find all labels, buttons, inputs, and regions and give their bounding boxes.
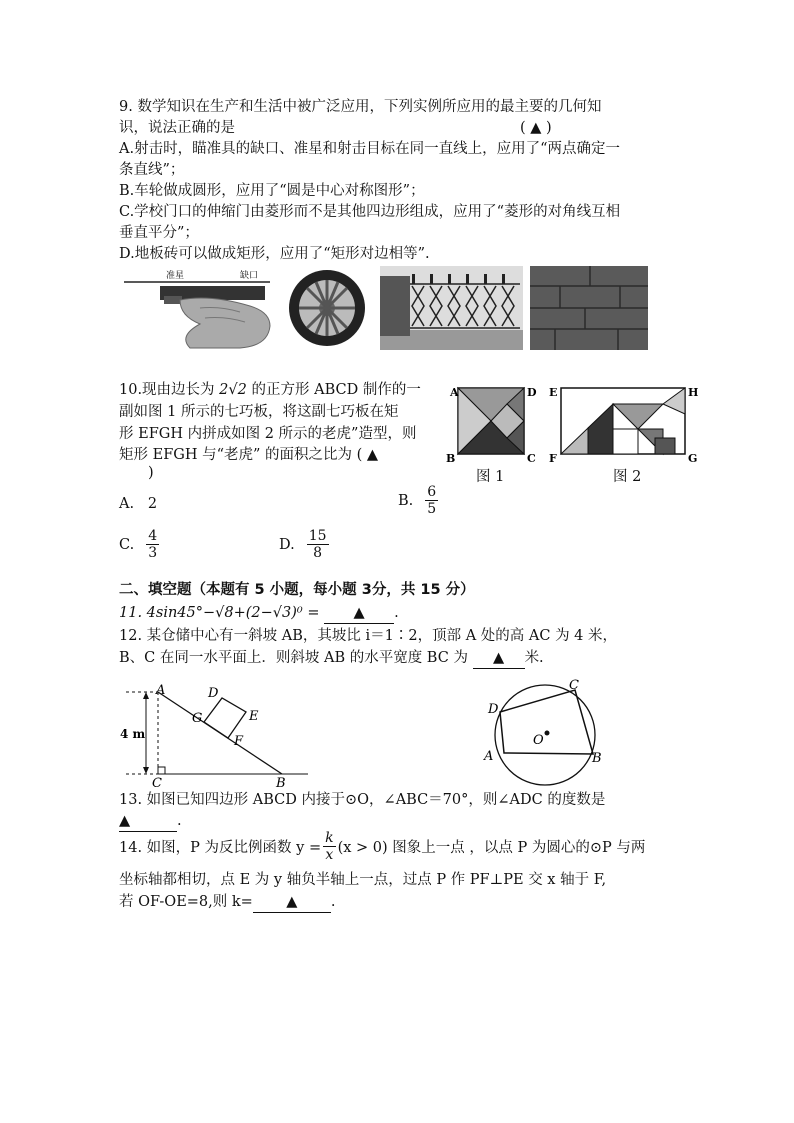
fig1-vertex-d: D <box>527 386 537 399</box>
q10-side-length: 2√2 <box>219 382 247 398</box>
q10-option-b-den: 5 <box>427 501 437 517</box>
q13-line1: 13. 如图已知四边形 ABCD 内接于⊙O，∠ABC＝70°，则∠ADC 的度数是 <box>119 792 606 808</box>
q10-option-c-label: C. <box>119 536 135 553</box>
q14-line3-pre: 若 OF-OE=8,则 k= <box>119 894 253 910</box>
q10-line3: 形 EFGH 内拼成如图 2 所示的老虎”造型，则 <box>119 426 417 442</box>
slope-vertex-a: A <box>156 683 166 698</box>
q10-option-a <box>119 494 157 514</box>
tangram-figure-2 <box>543 384 703 464</box>
tangram-figure-1 <box>440 384 540 464</box>
q14-end: . <box>330 894 336 910</box>
q9-answer-slot: ( ▲ ) <box>520 120 552 136</box>
q10-option-d-label: D. <box>279 536 295 553</box>
q14-fraction <box>323 830 335 863</box>
slope-vertex-d: D <box>208 686 219 701</box>
q9-line1: 9. 数学知识在生产和生活中被广泛应用，下列实例所应用的最主要的几何知 <box>119 99 602 115</box>
floor-tiles-photo <box>530 266 648 350</box>
q10-line2: 副如图 1 所示的七巧板，将这副七巧板在矩 <box>119 404 399 420</box>
q13-answer-blank: ▲ <box>119 811 177 832</box>
q10-option-c-fraction <box>146 528 159 561</box>
rear-notch-label: 缺口 <box>240 271 259 281</box>
fig1-vertex-b: B <box>446 452 456 464</box>
slope-vertex-c: C <box>152 776 162 790</box>
q11-answer-blank: ▲ <box>324 603 394 624</box>
q9-option-b: B.车轮做成圆形，应用了“圆是中心对称图形”； <box>119 183 425 199</box>
q14-line1-post: (x > 0) 图象上一点 ，以点 P 为圆心的⊙P 与两 <box>337 840 646 856</box>
slope-vertex-g: G <box>192 711 203 726</box>
gun-sight-photo <box>120 266 275 350</box>
q10-option-c-num: 4 <box>148 528 158 544</box>
q14-frac-den: x <box>325 847 334 863</box>
q12-line2-post: 米. <box>524 650 544 666</box>
fig1-vertex-a: A <box>450 386 459 399</box>
circle-center-o: O <box>533 733 544 748</box>
q10-option-b-fraction <box>425 484 438 517</box>
q10-option-d-num: 15 <box>308 528 327 544</box>
fig2-vertex-h: H <box>688 386 699 399</box>
circle-vertex-a: A <box>484 749 494 764</box>
q12-line1: 12. 某仓储中心有一斜坡 AB，其坡比 i＝1∶2，顶部 A 处的高 AC 为 4 米， <box>119 628 618 644</box>
circle-vertex-b: B <box>592 751 602 766</box>
q12-answer-blank: ▲ <box>473 648 525 669</box>
slope-vertex-f: F <box>234 734 244 749</box>
circle-vertex-c: C <box>569 678 579 693</box>
fig1-caption: 图 1 <box>476 469 505 485</box>
q9-option-a-line1: A.射击时，瞄准具的缺口、准星和射击目标在同一直线上，应用了“两点确定一 <box>119 141 620 157</box>
fig2-caption: 图 2 <box>613 469 642 485</box>
q10-option-b-label: B. <box>398 492 414 509</box>
wheel-photo <box>287 266 367 350</box>
q10-option-d-fraction <box>307 528 329 561</box>
q10-option-b-num: 6 <box>427 484 437 500</box>
q10-option-a-value: 2 <box>147 496 158 512</box>
q14-line2: 坐标轴都相切，点 E 为 y 轴负半轴上一点，过点 P 作 PF⊥PE 交 x 轴于 F, <box>119 872 607 888</box>
q10-option-c <box>119 528 159 561</box>
q14-frac-num: k <box>325 830 334 846</box>
inscribed-quadrilateral-figure <box>480 676 610 790</box>
fig2-vertex-e: E <box>549 386 558 399</box>
q11-expression: 11. 4sin45°−√8+(2−√3)⁰ = <box>119 605 320 621</box>
section-2-heading: 二、填空题（本题有 5 小题，每小题 3分，共 15 分） <box>119 582 475 598</box>
q10-line5: ) <box>148 465 154 481</box>
q11-end: . <box>394 605 399 621</box>
q10-line1-post: 的正方形 ABCD 制作的一 <box>246 382 421 398</box>
q14-answer-blank: ▲ <box>253 892 331 913</box>
slope-vertex-b: B <box>276 776 286 790</box>
q12-line2-pre: B、C 在同一水平面上．则斜坡 AB 的水平宽度 BC 为 <box>119 650 468 666</box>
q10-line1-pre: 10.现由边长为 <box>119 382 220 398</box>
slope-vertex-e: E <box>249 709 259 724</box>
q14-line1 <box>119 830 645 863</box>
q9-option-c-line2: 垂直平分”； <box>119 225 199 241</box>
fig2-vertex-f: F <box>549 452 557 464</box>
slope-height-label: 4 m <box>120 727 146 741</box>
front-sight-label: 准星 <box>166 271 185 281</box>
q14-line1-pre: 14. 如图，P 为反比例函数 y = <box>119 840 322 856</box>
q10-line1 <box>119 380 421 400</box>
expandable-gate-photo <box>380 266 523 350</box>
slope-figure <box>118 682 318 790</box>
q10-line4: 矩形 EFGH 与“老虎” 的面积之比为 ( ▲ <box>119 447 379 463</box>
q10-option-b <box>398 484 438 517</box>
q11 <box>119 603 399 624</box>
fig2-vertex-g: G <box>688 452 698 464</box>
q9-option-c-line1: C.学校门口的伸缩门由菱形而不是其他四边形组成，应用了“菱形的对角线互相 <box>119 204 621 220</box>
circle-vertex-d: D <box>488 702 499 717</box>
q9-option-a-line2: 条直线”； <box>119 162 185 178</box>
q10-option-d <box>279 528 329 561</box>
q14-line3 <box>119 892 335 913</box>
q9-option-d: D.地板砖可以做成矩形，应用了“矩形对边相等”. <box>119 246 430 262</box>
q10-option-d-den: 8 <box>313 545 323 561</box>
q12-line2 <box>119 648 544 669</box>
fig1-vertex-c: C <box>527 452 536 464</box>
q9-line2: 识，说法正确的是 <box>119 120 235 136</box>
q13-end: . <box>177 813 182 829</box>
q10-option-c-den: 3 <box>148 545 158 561</box>
q13-line2 <box>119 811 182 832</box>
q10-option-a-label: A. <box>119 496 135 512</box>
